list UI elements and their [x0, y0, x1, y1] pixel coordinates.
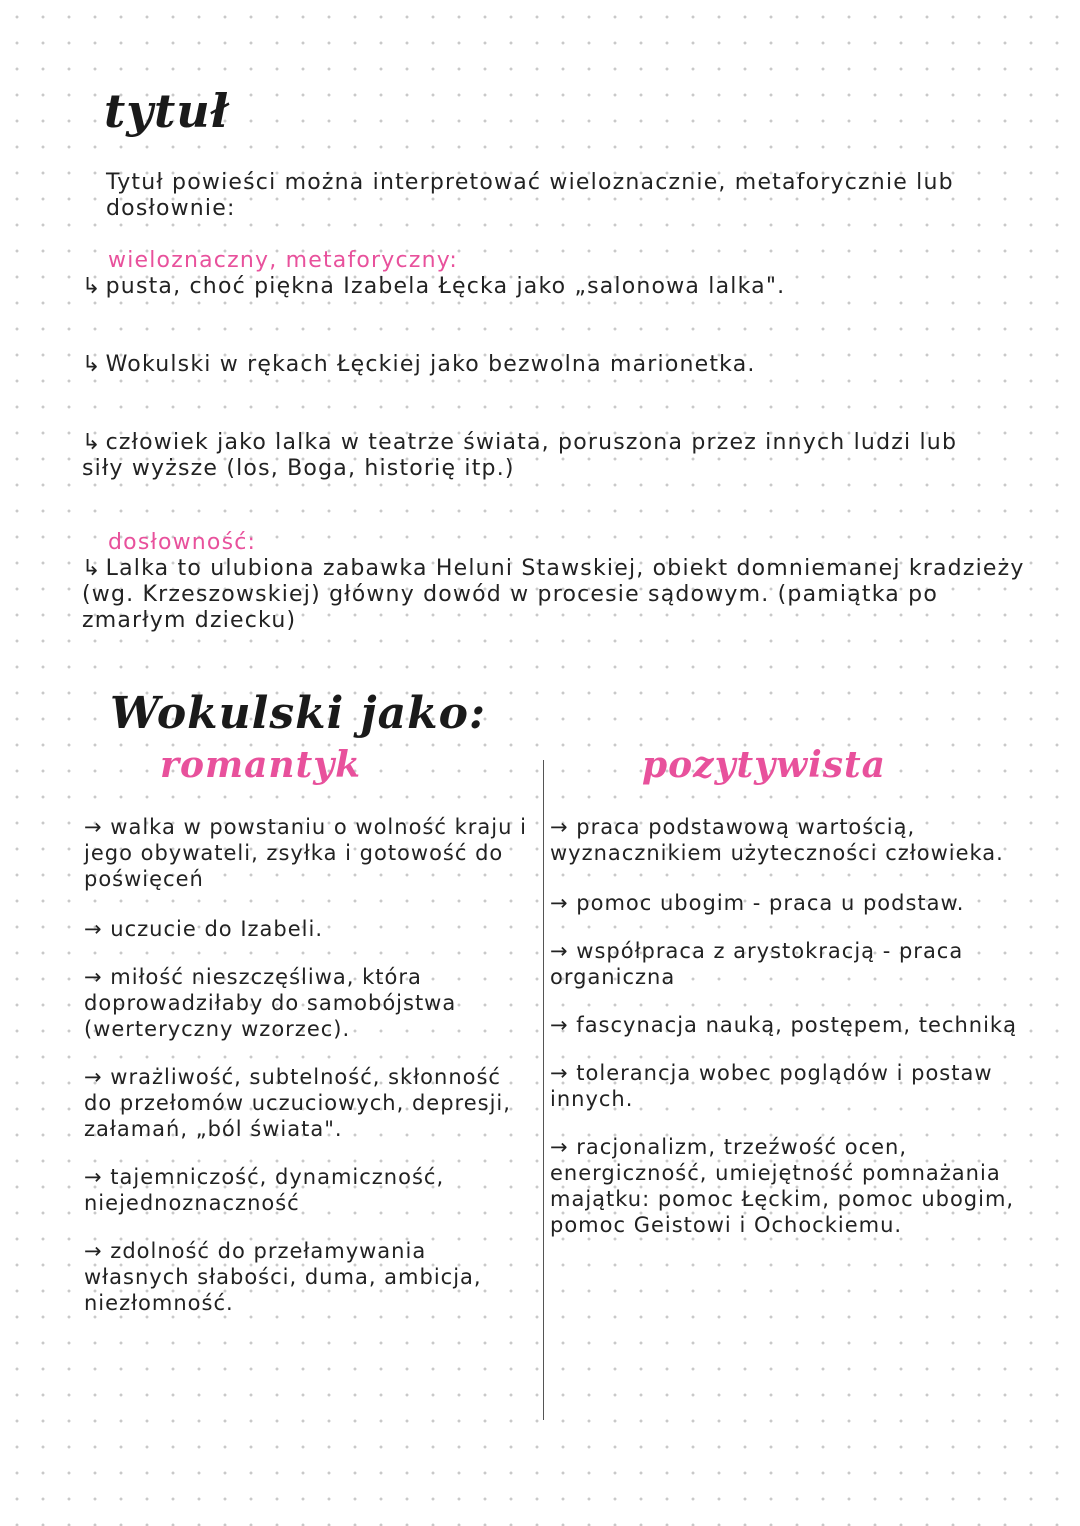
- bullet-dos-1: [82, 556, 1042, 634]
- pozytywista-list: [550, 814, 1030, 1260]
- column-heading-romantyk: romantyk: [160, 744, 362, 786]
- curved-arrow-icon: ↳: [82, 352, 102, 377]
- list-item: → pomoc ubogim - praca u podstaw.: [550, 891, 965, 915]
- arrow-right-icon: →: [84, 917, 103, 941]
- list-item: → fascynacja nauką, postępem, techniką: [550, 1013, 1017, 1037]
- bullet-text: pusta, choć piękna Izabela Łęcka jako „salonowa lalka".: [105, 274, 786, 299]
- list-item: → praca podstawową wartością, wyznacznikiem użyteczności człowieka.: [550, 815, 1004, 865]
- list-item: → walka w powstaniu o wolność kraju i jego obywateli, zsyłka i gotowość do poświęceń: [84, 815, 527, 891]
- list-item: → tolerancja wobec poglądów i postaw innych.: [550, 1061, 993, 1111]
- label-doslownosc: dosłowność:: [108, 530, 257, 555]
- bullet-wielo-1: [82, 274, 982, 300]
- list-item: → racjonalizm, trzeźwość ocen, energiczność, umiejętność pomnażania majątku: pomoc Łęckim, pomoc ubogim, pomoc Geistowi i Ochockiemu.: [550, 1135, 1015, 1237]
- list-item: → współpraca z arystokracją - praca organiczna: [550, 939, 964, 989]
- arrow-right-icon: →: [84, 1239, 103, 1263]
- section-heading-tytul: tytuł: [104, 84, 230, 138]
- list-item: → uczucie do Izabeli.: [84, 917, 323, 941]
- list-item: → wrażliwość, subtelność, skłonność do przełomów uczuciowych, depresji, załamań, „ból świata".: [84, 1065, 511, 1141]
- intro-paragraph: Tytuł powieści można interpretować wieloznacznie, metaforycznie lub dosłownie:: [106, 170, 954, 221]
- column-divider: [543, 760, 544, 1420]
- section-heading-wokulski: Wokulski jako:: [110, 688, 487, 739]
- list-item: → tajemniczość, dynamiczność, niejednoznaczność: [84, 1165, 445, 1215]
- list-item: → zdolność do przełamywania własnych słabości, duma, ambicja, niezłomność.: [84, 1239, 482, 1315]
- bullet-wielo-2: [82, 352, 962, 378]
- arrow-right-icon: →: [550, 815, 569, 839]
- arrow-right-icon: →: [550, 1061, 569, 1085]
- curved-arrow-icon: ↳: [82, 556, 102, 581]
- arrow-right-icon: →: [84, 965, 103, 989]
- bullet-text: człowiek jako lalka w teatrze świata, poruszona przez innych ludzi lub siły wyższe (los, Boga, historię itp.): [82, 430, 958, 481]
- arrow-right-icon: →: [550, 1135, 569, 1159]
- arrow-right-icon: →: [550, 1013, 569, 1037]
- arrow-right-icon: →: [84, 1165, 103, 1189]
- column-heading-pozytywista: pozytywista: [642, 744, 886, 786]
- list-item: → miłość nieszczęśliwa, która doprowadziłaby do samobójstwa (werteryczny wzorzec).: [84, 965, 457, 1041]
- arrow-right-icon: →: [84, 1065, 103, 1089]
- curved-arrow-icon: ↳: [82, 430, 102, 455]
- arrow-right-icon: →: [550, 891, 569, 915]
- bullet-wielo-3: [82, 430, 962, 482]
- label-wieloznaczny: wieloznaczny, metaforyczny:: [108, 248, 458, 273]
- curved-arrow-icon: ↳: [82, 274, 102, 299]
- arrow-right-icon: →: [550, 939, 569, 963]
- bullet-text: Lalka to ulubiona zabawka Heluni Stawskiej, obiekt domniemanej kradzieży (wg. Krzeszowskiej) główny dowód w procesie sądowym. (pamiątka po zmarłym dziecku): [82, 556, 1025, 633]
- arrow-right-icon: →: [84, 815, 103, 839]
- romantyk-list: [84, 814, 536, 1338]
- bullet-text: Wokulski w rękach Łęckiej jako bezwolna marionetka.: [105, 352, 756, 377]
